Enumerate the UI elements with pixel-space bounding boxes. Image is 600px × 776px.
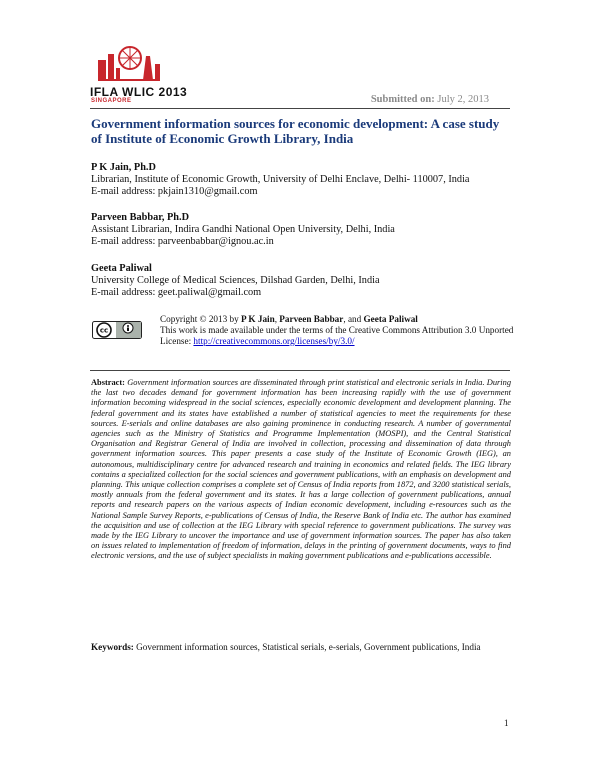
author-block (91, 212, 521, 248)
author-affiliation: University College of Medical Sciences, Dilshad Garden, Delhi, India (91, 275, 380, 286)
copyright-author-3: Geeta Paliwal (363, 314, 418, 324)
copyright-author-1: P K Jain (241, 314, 275, 324)
author-block (91, 263, 521, 299)
author-name: Parveen Babbar, Ph.D (91, 212, 190, 223)
creative-commons-badge-icon (92, 321, 142, 339)
copyright-sep: , (274, 314, 280, 324)
submitted-label: Submitted on: (370, 94, 435, 105)
abstract-text: Government information sources are disseminated through print statistical and electronic serials in India. During the last two decades demand for government information has been increasing rapidly with the use of government information becoming widespread in the social sciences, especially economic development and development planning. The federal government and its states have established a number of statistical agencies to meet the requirements for these sources. E-serials and online databases are also gaining prominence in conducting research. A number of governmental agencies such as the Ministry of Statistics and Programme Implementation (MOSPI), and the Central Statistical Organisation and Registrar General of India are involved in collection, processing and dissemination of data through government information sources. This paper presents a case study of the Institute of Economic Growth (IEG), an autonomous, multidisciplinary centre for advanced research and training in economics and related fields. The IEG library contains a specialized collection for the social sciences and government publications, with an emphasis on development and planning. This unique collection comprises a complete set of Census of India reports from 1872, and 3200 statistical serials, mostly annuals from the federal government and its states. It has a large collection of government publications, annual reports and research papers on the various aspects of Indian economic development, including e-resources such as the National Sample Survey Reports, e-publications of Census of India, the Reserve Bank of India etc. The author has examined the acquisition and use of collection at the IEG Library with special reference to government publications. The survey was made by the IEG Library to uncover the importance and use of government information sources. The paper has also taken on issues related to implementation of freedom of information, delays in the printing of government documents, ways to find electronic versions, and the use of subject specialists in making government publications and e-publications accessible. (91, 378, 512, 561)
header-divider (90, 108, 510, 109)
copyright-notice (160, 314, 520, 347)
author-name: P K Jain, Ph.D (91, 162, 156, 173)
logo-subtitle: SINGAPORE (91, 98, 132, 104)
license-text: This work is made available under the terms of the Creative Commons Attribution 3.0 Unported License: (160, 325, 514, 346)
submitted-date (371, 94, 489, 105)
author-name: Geeta Paliwal (91, 263, 152, 274)
keywords (91, 642, 511, 653)
author-email: E-mail address: pkjain1310@gmail.com (91, 186, 258, 197)
author-email: E-mail address: geet.paliwal@gmail.com (91, 287, 262, 298)
svg-text:cc: cc (99, 326, 109, 335)
abstract-divider (90, 370, 510, 371)
submitted-date-value: July 2, 2013 (437, 94, 489, 105)
logo-text: IFLA WLIC 2013 (90, 85, 188, 99)
author-affiliation: Librarian, Institute of Economic Growth, University of Delhi Enclave, Delhi- 110007, India (91, 174, 470, 185)
author-block (91, 162, 521, 198)
abstract (91, 378, 511, 562)
keywords-label: Keywords: (91, 642, 134, 652)
copyright-author-2: Parveen Babbar (279, 314, 344, 324)
abstract-label: Abstract: (91, 378, 125, 387)
author-email: E-mail address: parveenbabbar@ignou.ac.in (91, 236, 274, 247)
paper-title: Government information sources for economic development: A case study of Institute of Economic Growth Library, India (91, 116, 500, 146)
license-link[interactable]: http://creativecommons.org/licenses/by/3.0/ (193, 336, 355, 346)
keywords-text: Government information sources, Statistical serials, e-serials, Government publications, India (136, 642, 481, 652)
author-affiliation: Assistant Librarian, Indira Gandhi National Open University, Delhi, India (91, 224, 395, 235)
copyright-prefix: Copyright © 2013 by (160, 314, 241, 324)
copyright-sep: , and (343, 314, 364, 324)
page-number: 1 (504, 718, 509, 728)
